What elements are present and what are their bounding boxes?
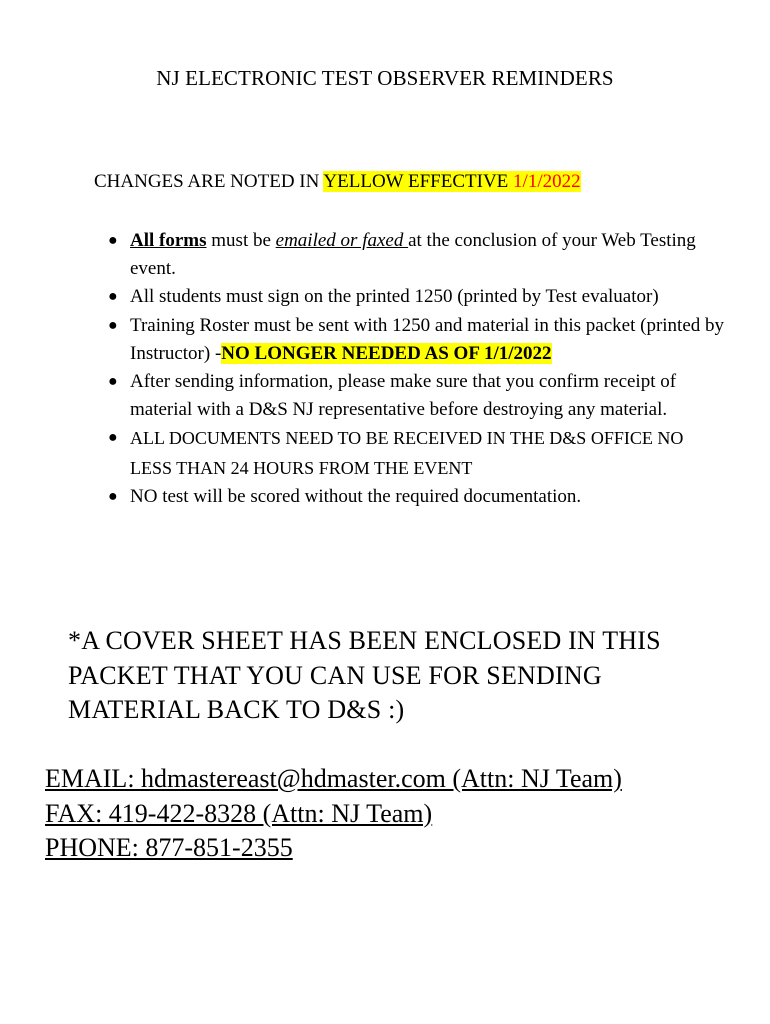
reminder-text: After sending information, please make sure that you confirm receipt of material with a D&S NJ representative before destroying any material. [130, 371, 677, 421]
page-title: NJ ELECTRONIC TEST OBSERVER REMINDERS [156, 66, 614, 90]
bullet-icon: ● [108, 288, 118, 306]
reminder-text: NO test will be scored without the required documentation. [130, 485, 582, 507]
reminder-text: Training Roster must be sent with 1250 and material in this packet (printed by Instructor) - [130, 314, 725, 364]
all-forms-label: All forms [130, 230, 207, 251]
bullet-icon: ● [108, 373, 118, 391]
changes-prefix: CHANGES ARE NOTED IN [94, 171, 324, 192]
list-item [108, 283, 728, 311]
emailed-or-faxed-label: emailed or faxed [275, 230, 409, 251]
reminder-text: must be [206, 230, 276, 251]
bullet-icon: ● [108, 487, 118, 505]
changes-highlight [323, 171, 580, 192]
list-item [108, 424, 728, 482]
list-item [108, 312, 728, 368]
changes-highlight-text: YELLOW EFFECTIVE [323, 171, 514, 192]
reminder-text: ALL DOCUMENTS NEED TO BE RECEIVED IN THE D&S OFFICE NO LESS THAN 24 HOURS FROM THE EVENT [130, 428, 684, 478]
contact-fax[interactable]: FAX: 419-422-8328 (Attn: NJ Team) [45, 798, 433, 828]
list-item [108, 483, 728, 511]
changes-effective-date: 1/1/2022 [513, 171, 581, 192]
list-item [108, 227, 728, 283]
bullet-icon: ● [108, 429, 118, 447]
contact-info [45, 762, 745, 866]
contact-phone[interactable]: PHONE: 877-851-2355 [45, 833, 293, 862]
reminders-list [108, 227, 728, 511]
bullet-icon: ● [108, 232, 118, 249]
reminder-text: at the conclusion of your Web Testing event. [130, 230, 696, 280]
no-longer-needed-highlight: NO LONGER NEEDED AS OF 1/1/2022 [221, 342, 552, 364]
changes-notice [94, 171, 581, 193]
cover-sheet-note: *A COVER SHEET HAS BEEN ENCLOSED IN THIS PACKET THAT YOU CAN USE FOR SENDING MATERIAL BACK TO D&S :) [68, 626, 661, 724]
reminder-text: All students must sign on the printed 1250 (printed by Test evaluator) [130, 286, 659, 308]
bullet-icon: ● [108, 316, 118, 334]
list-item [108, 368, 728, 424]
contact-email[interactable]: EMAIL: hdmastereast@hdmaster.com (Attn: NJ Team) [45, 764, 622, 793]
